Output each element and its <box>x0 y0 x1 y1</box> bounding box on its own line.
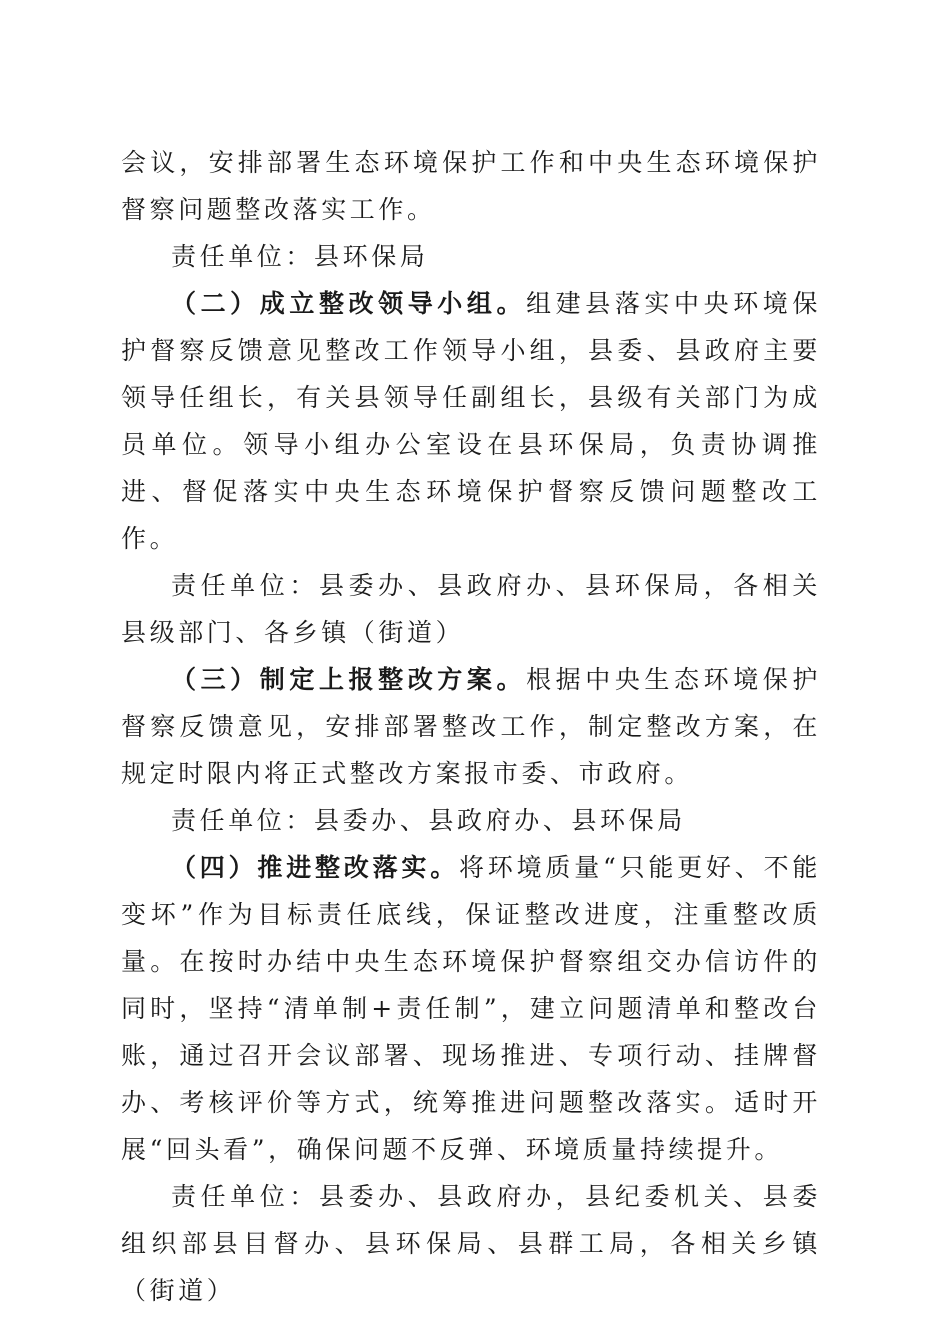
paragraph-text: 会议，安排部署生态环境保护工作和中央生态环境保护督察问题整改落实工作。 <box>121 148 821 224</box>
responsibility-line-2 <box>121 562 821 656</box>
section-2-paragraph <box>121 280 821 562</box>
responsibility-label: 责任单位： <box>171 806 315 835</box>
section-4-body: 将环境质量“只能更好、不能变坏”作为目标责任底线，保证整改进度，注重整改质量。在按时办结中央生态环境保护督察组交办信访件的同时，坚持“清单制+责任制”，建立问题清单和整改台账，通过召开会议部署、现场推进、专项行动、挂牌督办、考核评价等方式，统筹推进问题整改落实。适时开展“回头看”，确保问题不反弹、环境质量持续提升。 <box>121 853 821 1164</box>
section-4-heading: （四）推进整改落实。 <box>171 853 459 882</box>
section-3-body: 根据中央生态环境保护督察反馈意见，安排部署整改工作，制定整改方案，在规定时限内将正式整改方案报市委、市政府。 <box>121 665 821 788</box>
section-4-paragraph <box>121 844 821 1173</box>
paragraph-meeting-continuation <box>121 139 821 233</box>
responsibility-value: 县委办、县政府办、县环保局 <box>314 806 686 835</box>
responsibility-line-4 <box>121 1173 821 1314</box>
responsibility-label: 责任单位： <box>171 242 315 271</box>
section-3-heading: （三）制定上报整改方案。 <box>171 665 527 694</box>
responsibility-value: 县环保局 <box>314 242 429 271</box>
responsibility-line-1 <box>121 233 821 280</box>
section-2-body: 组建县落实中央环境保护督察反馈意见整改工作领导小组，县委、县政府主要领导任组长，有关县领导任副组长，县级有关部门为成员单位。领导小组办公室设在县环保局，负责协调推进、督促落实中央生态环境保护督察反馈问题整改工作。 <box>121 289 821 553</box>
responsibility-line-3 <box>121 797 821 844</box>
responsibility-label: 责任单位： <box>171 571 319 600</box>
section-3-paragraph <box>121 656 821 797</box>
responsibility-value: 县委办、县政府办，县纪委机关、县委组织部县目督办、县环保局、县群工局，各相关乡镇（街道） <box>121 1182 821 1305</box>
responsibility-value: 县委办、县政府办、县环保局，各相关县级部门、各乡镇（街道） <box>121 571 821 647</box>
responsibility-label: 责任单位： <box>171 1182 319 1211</box>
document-body <box>121 139 821 1314</box>
section-2-heading: （二）成立整改领导小组。 <box>171 289 527 318</box>
